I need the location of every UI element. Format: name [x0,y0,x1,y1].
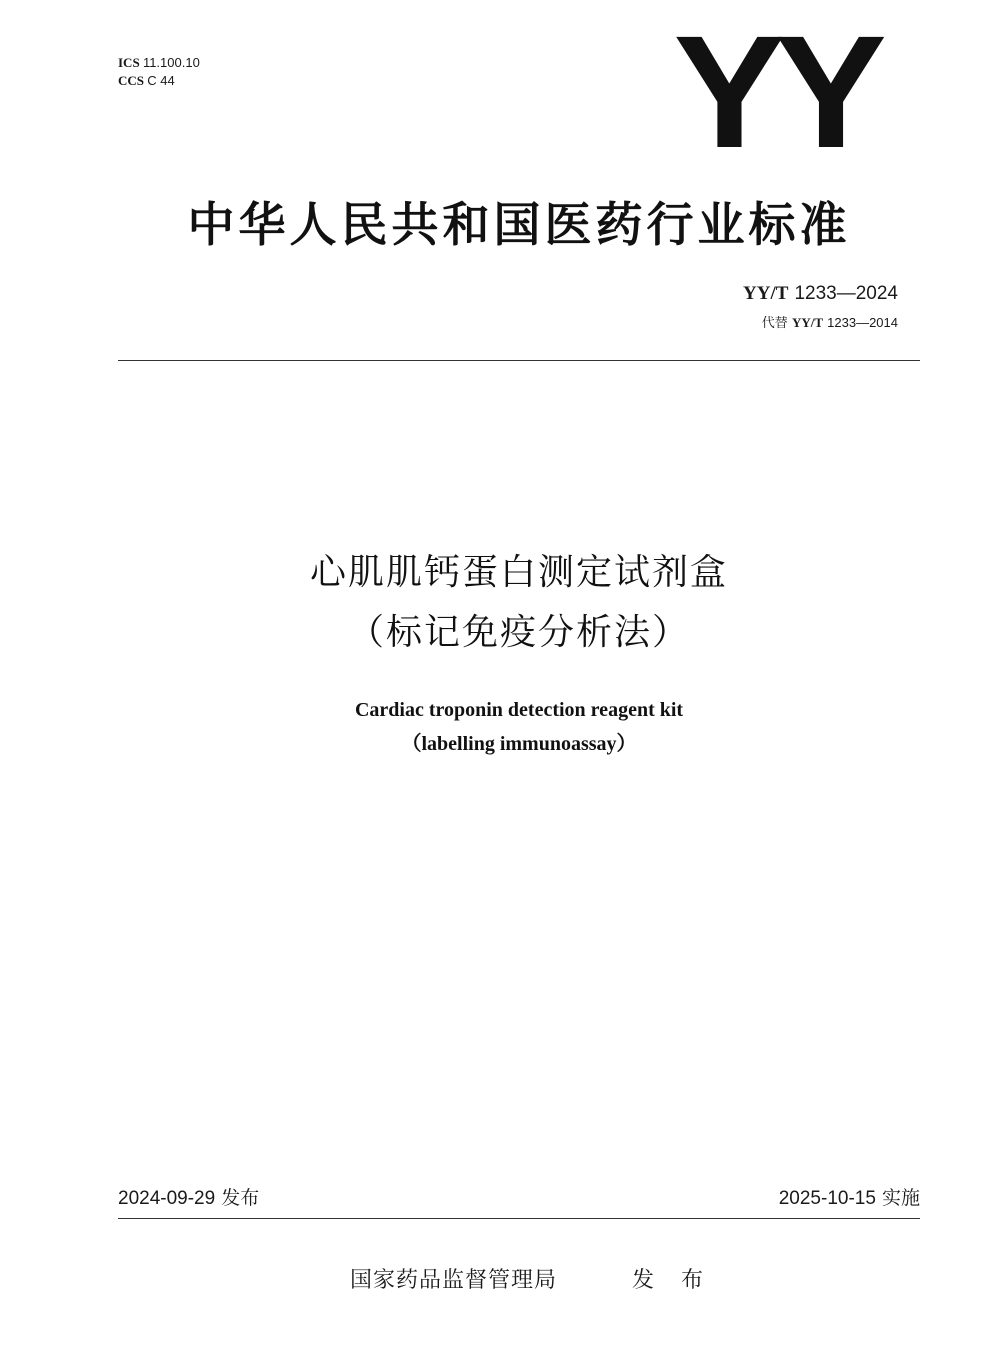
replaces-prefix: YY/T [791,315,824,330]
implement-date-label: 实施 [881,1187,920,1209]
implement-date-value: 2025-10-15 [778,1188,876,1209]
replaces-standard [762,314,898,333]
document-title-zh-line2: （标记免疫分析法） [347,612,690,653]
ccs-code [118,73,175,89]
footer-divider [118,1218,920,1219]
ics-code [118,55,200,71]
implement-date [779,1186,920,1211]
document-title-zh-line1: 心肌肌钙蛋白测定试剂盒 [309,552,728,593]
ics-value: 11.100.10 [142,55,200,70]
replaces-label: 代替 [761,316,788,331]
national-standard-title: 中华人民共和国医药行业标准 [187,198,851,253]
standard-prefix: YY/T [743,283,789,304]
ics-label: ICS [118,55,140,70]
document-title-en-line1: Cardiac troponin detection reagent kit [354,699,684,721]
issuing-action: 发 布 [632,1268,713,1293]
standard-code: 1233—2024 [794,283,898,304]
publish-date-value: 2024-09-29 [118,1188,216,1209]
ccs-value: C 44 [147,73,175,88]
replaces-code: 1233—2014 [827,315,898,330]
ccs-label: CCS [118,73,145,88]
publish-date-label: 发布 [221,1187,260,1209]
publish-date [118,1186,259,1211]
header-divider [118,360,920,361]
standard-number [743,281,898,306]
issuing-authority: 国家药品监督管理局 [350,1268,558,1293]
document-title-en-line2: （labelling immunoassay） [401,733,637,755]
yy-logo: YY [673,2,877,181]
